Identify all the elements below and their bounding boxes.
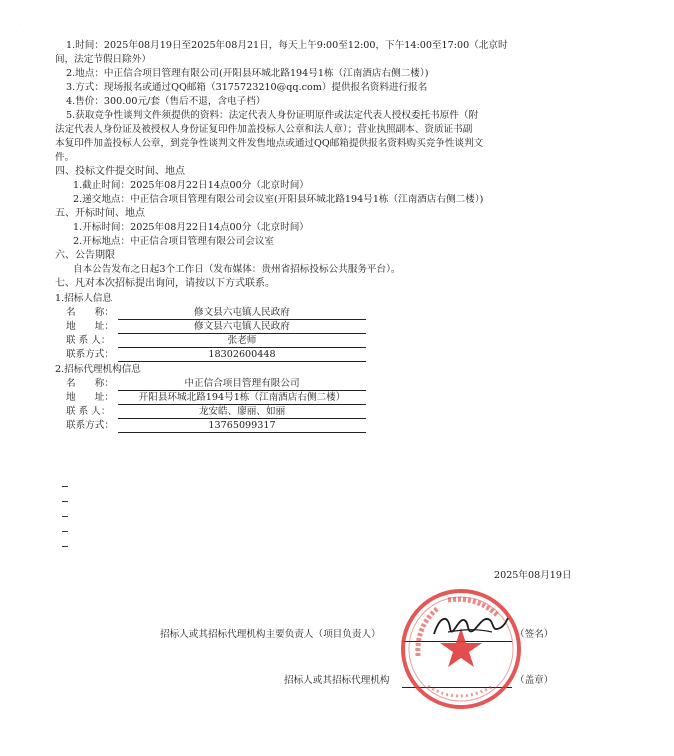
item-materials-line3: 本复印件加盖投标人公章，到竞争性谈判文件发售地点或通过QQ邮箱提供报名资料购买竞争性谈判文 (55, 138, 484, 149)
tenderer-address-value: 修文县六屯镇人民政府 (118, 320, 366, 334)
agency-contact-value: 龙安皓、廖丽、如丽 (118, 405, 366, 419)
dash-marker (62, 516, 68, 517)
section-6-period: 自本公告发布之日起3个工作日（发布媒体：贵州省招标投标公共服务平台）。 (73, 264, 401, 275)
item-time-line2: 间，法定节假日除外） (55, 54, 151, 65)
section-4-heading: 四、投标文件提交时间、地点 (55, 166, 185, 177)
tenderer-phone-value: 18302600448 (118, 348, 366, 362)
tenderer-info-title: 1.招标人信息 (55, 293, 113, 304)
seal-line-label: 招标人或其招标代理机构 (284, 675, 390, 686)
seal-tag: （盖章） (515, 675, 554, 686)
item-location: 2.地点：中正信合项目管理有限公司(开阳县环城北路194号1栋（江南酒店右侧二楼）) (66, 68, 429, 79)
dash-marker (62, 486, 68, 487)
signature-line-label: 招标人或其招标代理机构主要负责人（项目负责人） (160, 629, 381, 640)
tenderer-phone-label: 联系方式： (66, 349, 114, 360)
agency-name-label: 名 称： (66, 378, 114, 389)
item-method: 3.方式：现场报名或通过QQ邮箱（3175723210@qq.com）提供报名资料进行报名 (66, 82, 428, 93)
item-time-line1: 1.时间：2025年08月19日至2025年08月21日，每天上午9:00至12:00，下午14:00至17:00（北京时 (66, 40, 508, 51)
tenderer-name-label: 名 称： (66, 307, 114, 318)
section-5-open-time: 1.开标时间：2025年08月22日14点00分（北京时间） (73, 222, 309, 233)
agency-address-label: 地 址： (66, 392, 114, 403)
agency-info-title: 2.招标代理机构信息 (55, 364, 141, 375)
tenderer-contact-value: 张老师 (118, 334, 366, 348)
section-6-heading: 六、公告期限 (55, 250, 115, 261)
watermark: · (14, 18, 25, 31)
issue-date: 2025年08月19日 (494, 570, 572, 581)
section-4-submit-location: 2.递交地点：中正信合项目管理有限公司会议室(开阳县环城北路194号1栋（江南酒店右侧二楼）) (73, 194, 484, 205)
dash-marker (62, 546, 68, 547)
item-materials-line2: 法定代表人身份证及被授权人身份证复印件加盖投标人公章和法人章）；营业执照副本、资质证书副 (55, 124, 473, 135)
item-materials-line1: 5.获取竞争性谈判文件须提供的资料：法定代表人身份证明原件或法定代表人授权委托书原件（附 (66, 110, 479, 121)
handwritten-signature (430, 606, 510, 646)
agency-contact-label: 联 系 人： (66, 406, 111, 417)
agency-name-value: 中正信合项目管理有限公司 (118, 377, 366, 391)
tenderer-contact-label: 联 系 人： (66, 335, 111, 346)
tenderer-address-label: 地 址： (66, 321, 114, 332)
agency-phone-value: 13765099317 (118, 419, 366, 433)
official-seal-stamp (398, 586, 524, 712)
tenderer-name-value: 修文县六屯镇人民政府 (118, 306, 366, 320)
agency-address-value: 开阳县环城北路194号1栋（江南酒店右侧二楼） (118, 391, 366, 405)
dash-marker (62, 531, 68, 532)
item-price: 4.售价：300.00元/套（售后不退，含电子档） (66, 96, 266, 107)
item-materials-line4: 件。 (55, 152, 75, 163)
dash-marker (62, 501, 68, 502)
section-5-heading: 五、开标时间、地点 (55, 208, 145, 219)
agency-phone-label: 联系方式： (66, 420, 114, 431)
signature-tag: （签名） (515, 629, 554, 640)
section-7-heading: 七、凡对本次招标提出询问，请按以下方式联系。 (55, 278, 275, 289)
section-5-open-location: 2.开标地点：中正信合项目管理有限公司会议室 (73, 236, 275, 247)
section-4-deadline: 1.截止时间：2025年08月22日14点00分（北京时间） (73, 180, 309, 191)
